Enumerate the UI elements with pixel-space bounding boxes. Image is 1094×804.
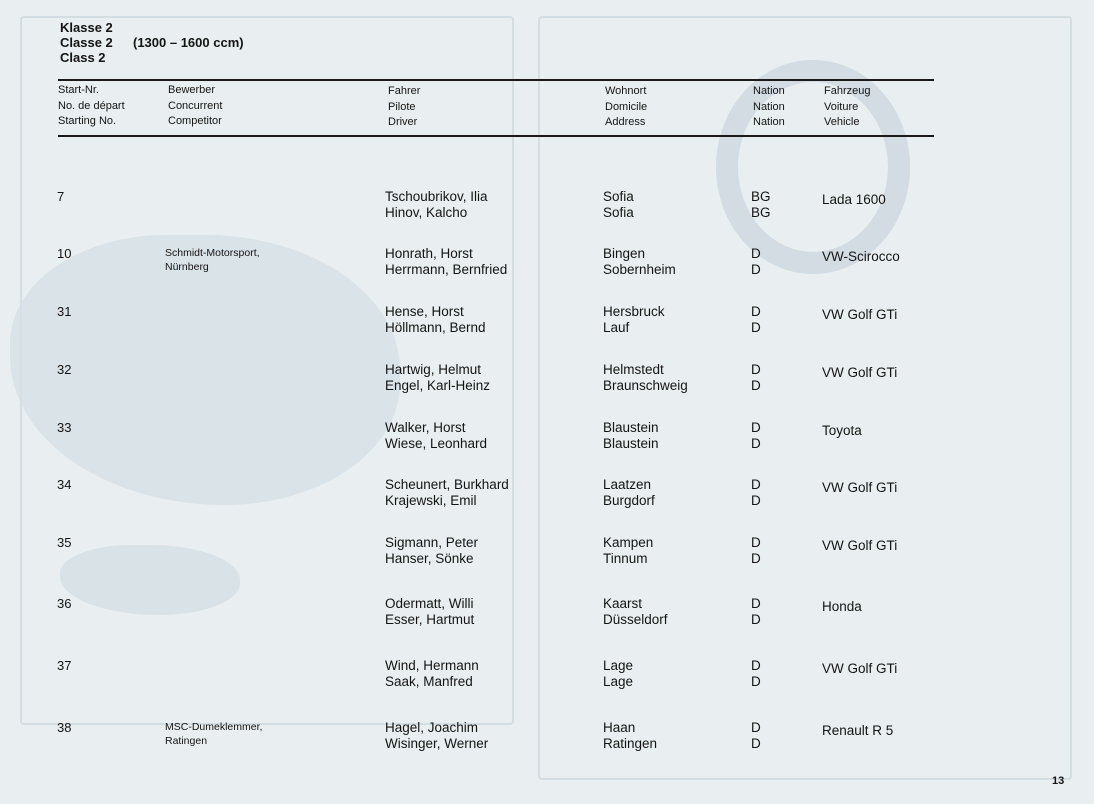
towns xyxy=(603,535,653,566)
town-2: Sofia xyxy=(603,204,634,220)
entry-row-7 xyxy=(0,189,1094,229)
nations xyxy=(751,362,761,393)
town-1: Hersbruck xyxy=(603,304,665,319)
driver-2: Wisinger, Werner xyxy=(385,735,489,751)
entry-row-34 xyxy=(0,477,1094,517)
drivers xyxy=(385,720,488,751)
vehicle: Renault R 5 xyxy=(822,723,894,738)
page-number: 13 xyxy=(1052,775,1065,787)
nations xyxy=(751,246,761,277)
town-1: Blaustein xyxy=(603,420,659,435)
vehicle: VW Golf GTi xyxy=(822,661,898,676)
header-competitor-en: Competitor xyxy=(168,115,222,127)
town-2: Ratingen xyxy=(603,735,658,751)
drivers xyxy=(385,477,509,508)
nation-2: D xyxy=(751,435,761,451)
nations xyxy=(751,420,761,451)
vehicle: Lada 1600 xyxy=(822,192,886,207)
header-nation xyxy=(753,84,785,131)
header-rule-bottom xyxy=(58,135,934,137)
towns xyxy=(603,477,655,508)
drivers xyxy=(385,304,486,335)
drivers xyxy=(385,535,478,566)
drivers xyxy=(385,362,490,393)
start-number: 33 xyxy=(57,420,72,435)
town-1: Bingen xyxy=(603,246,646,261)
driver-1: Tschoubrikov, Ilia xyxy=(385,189,488,204)
nations xyxy=(751,658,761,689)
driver-2: Saak, Manfred xyxy=(385,673,473,689)
nations xyxy=(751,535,761,566)
town-2: Lauf xyxy=(603,319,630,335)
header-vehicle xyxy=(824,84,870,131)
vehicle: VW Golf GTi xyxy=(822,307,898,322)
start-number: 35 xyxy=(57,535,72,550)
town-1: Kaarst xyxy=(603,596,643,611)
header-start-en: Starting No. xyxy=(58,115,117,127)
driver-2: Hanser, Sönke xyxy=(385,550,474,566)
class-heading-fr: Classe 2 xyxy=(60,35,113,50)
driver-1: Hense, Horst xyxy=(385,304,464,319)
drivers xyxy=(385,658,479,689)
header-competitor-fr: Concurrent xyxy=(168,99,223,112)
header-start-fr: No. de départ xyxy=(58,99,125,112)
towns xyxy=(603,362,688,393)
header-competitor-de: Bewerber xyxy=(168,84,216,96)
town-2: Blaustein xyxy=(603,435,659,451)
driver-2: Hinov, Kalcho xyxy=(385,204,468,220)
header-nation-en: Nation xyxy=(753,116,785,128)
header-vehicle-en: Vehicle xyxy=(824,116,860,128)
start-number: 37 xyxy=(57,658,72,673)
entry-row-36 xyxy=(0,596,1094,636)
entry-row-32 xyxy=(0,362,1094,402)
drivers xyxy=(385,246,507,277)
towns xyxy=(603,420,659,451)
driver-1: Sigmann, Peter xyxy=(385,535,479,550)
town-2: Burgdorf xyxy=(603,492,655,508)
nation-2: D xyxy=(751,735,761,751)
nations xyxy=(751,304,761,335)
header-start-number xyxy=(58,83,125,130)
entry-row-10 xyxy=(0,246,1094,286)
nation-2: D xyxy=(751,492,761,508)
towns xyxy=(603,596,668,627)
drivers xyxy=(385,189,488,220)
start-number: 10 xyxy=(57,246,72,261)
driver-1: Wind, Hermann xyxy=(385,658,479,673)
town-1: Lage xyxy=(603,658,634,673)
header-vehicle-de: Fahrzeug xyxy=(824,85,871,97)
header-vehicle-fr: Voiture xyxy=(824,100,859,113)
vehicle: VW Golf GTi xyxy=(822,365,898,380)
driver-1: Walker, Horst xyxy=(385,420,466,435)
driver-1: Hagel, Joachim xyxy=(385,720,479,735)
start-number: 31 xyxy=(57,304,72,319)
nation-2: D xyxy=(751,377,761,393)
entry-row-33 xyxy=(0,420,1094,460)
entry-row-38 xyxy=(0,720,1094,760)
competitor: MSC-Dumeklemmer, Ratingen xyxy=(165,721,263,747)
nation-1: D xyxy=(751,420,761,435)
entry-row-37 xyxy=(0,658,1094,698)
header-competitor xyxy=(168,83,222,130)
class-heading-de: Klasse 2 xyxy=(60,20,113,35)
header-address-en: Address xyxy=(605,116,646,128)
header-nation-fr: Nation xyxy=(753,100,785,113)
header-driver xyxy=(388,84,420,131)
nation-2: D xyxy=(751,550,761,566)
drivers xyxy=(385,420,487,451)
nations xyxy=(751,477,761,508)
driver-2: Herrmann, Bernfried xyxy=(385,261,508,277)
nation-2: D xyxy=(751,261,761,277)
header-nation-de: Nation xyxy=(753,85,785,97)
start-number: 32 xyxy=(57,362,72,377)
nation-2: D xyxy=(751,319,761,335)
driver-2: Krajewski, Emil xyxy=(385,492,477,508)
start-number: 7 xyxy=(57,189,65,204)
driver-1: Hartwig, Helmut xyxy=(385,362,482,377)
class-heading-en: Class 2 xyxy=(60,50,106,65)
town-2: Tinnum xyxy=(603,550,648,566)
nation-1: D xyxy=(751,477,761,492)
class-displacement-range: (1300 – 1600 ccm) xyxy=(133,35,244,50)
vehicle: VW-Scirocco xyxy=(822,249,900,264)
town-1: Sofia xyxy=(603,189,634,204)
vehicle: Toyota xyxy=(822,423,862,438)
town-1: Helmstedt xyxy=(603,362,664,377)
competitor: Schmidt-Motorsport, Nürnberg xyxy=(165,247,260,273)
driver-1: Honrath, Horst xyxy=(385,246,473,261)
town-2: Sobernheim xyxy=(603,261,676,277)
driver-1: Scheunert, Burkhard xyxy=(385,477,509,492)
driver-2: Engel, Karl-Heinz xyxy=(385,377,491,393)
driver-2: Wiese, Leonhard xyxy=(385,435,488,451)
town-2: Düsseldorf xyxy=(603,611,668,627)
vehicle: VW Golf GTi xyxy=(822,480,898,495)
driver-2: Esser, Hartmut xyxy=(385,611,475,627)
town-2: Lage xyxy=(603,673,634,689)
driver-1: Odermatt, Willi xyxy=(385,596,474,611)
bleed-through-logo xyxy=(716,60,910,274)
nation-1: BG xyxy=(751,189,771,204)
nation-1: D xyxy=(751,362,761,377)
start-number: 38 xyxy=(57,720,72,735)
towns xyxy=(603,720,657,751)
towns xyxy=(603,246,676,277)
header-address-fr: Domicile xyxy=(605,100,648,113)
entry-row-35 xyxy=(0,535,1094,575)
header-rule-top xyxy=(58,79,934,81)
nations xyxy=(751,189,771,220)
header-driver-en: Driver xyxy=(388,116,418,128)
nation-1: D xyxy=(751,596,761,611)
town-1: Kampen xyxy=(603,535,654,550)
towns xyxy=(603,189,634,220)
vehicle: VW Golf GTi xyxy=(822,538,898,553)
header-address xyxy=(605,84,647,131)
towns xyxy=(603,658,633,689)
start-number: 36 xyxy=(57,596,72,611)
town-1: Haan xyxy=(603,720,636,735)
town-2: Braunschweig xyxy=(603,377,688,393)
header-address-de: Wohnort xyxy=(605,85,647,97)
nations xyxy=(751,596,761,627)
nation-2: D xyxy=(751,673,761,689)
nation-1: D xyxy=(751,246,761,261)
nations xyxy=(751,720,761,751)
start-number: 34 xyxy=(57,477,72,492)
nation-2: D xyxy=(751,611,761,627)
header-driver-fr: Pilote xyxy=(388,100,416,113)
header-driver-de: Fahrer xyxy=(388,85,421,97)
nation-1: D xyxy=(751,304,761,319)
nation-1: D xyxy=(751,720,761,735)
drivers xyxy=(385,596,474,627)
header-start-de: Start-Nr. xyxy=(58,84,99,96)
nation-2: BG xyxy=(751,204,771,220)
nation-1: D xyxy=(751,535,761,550)
vehicle: Honda xyxy=(822,599,862,614)
nation-1: D xyxy=(751,658,761,673)
class-heading xyxy=(60,20,113,65)
driver-2: Höllmann, Bernd xyxy=(385,319,486,335)
towns xyxy=(603,304,665,335)
entry-row-31 xyxy=(0,304,1094,344)
town-1: Laatzen xyxy=(603,477,652,492)
